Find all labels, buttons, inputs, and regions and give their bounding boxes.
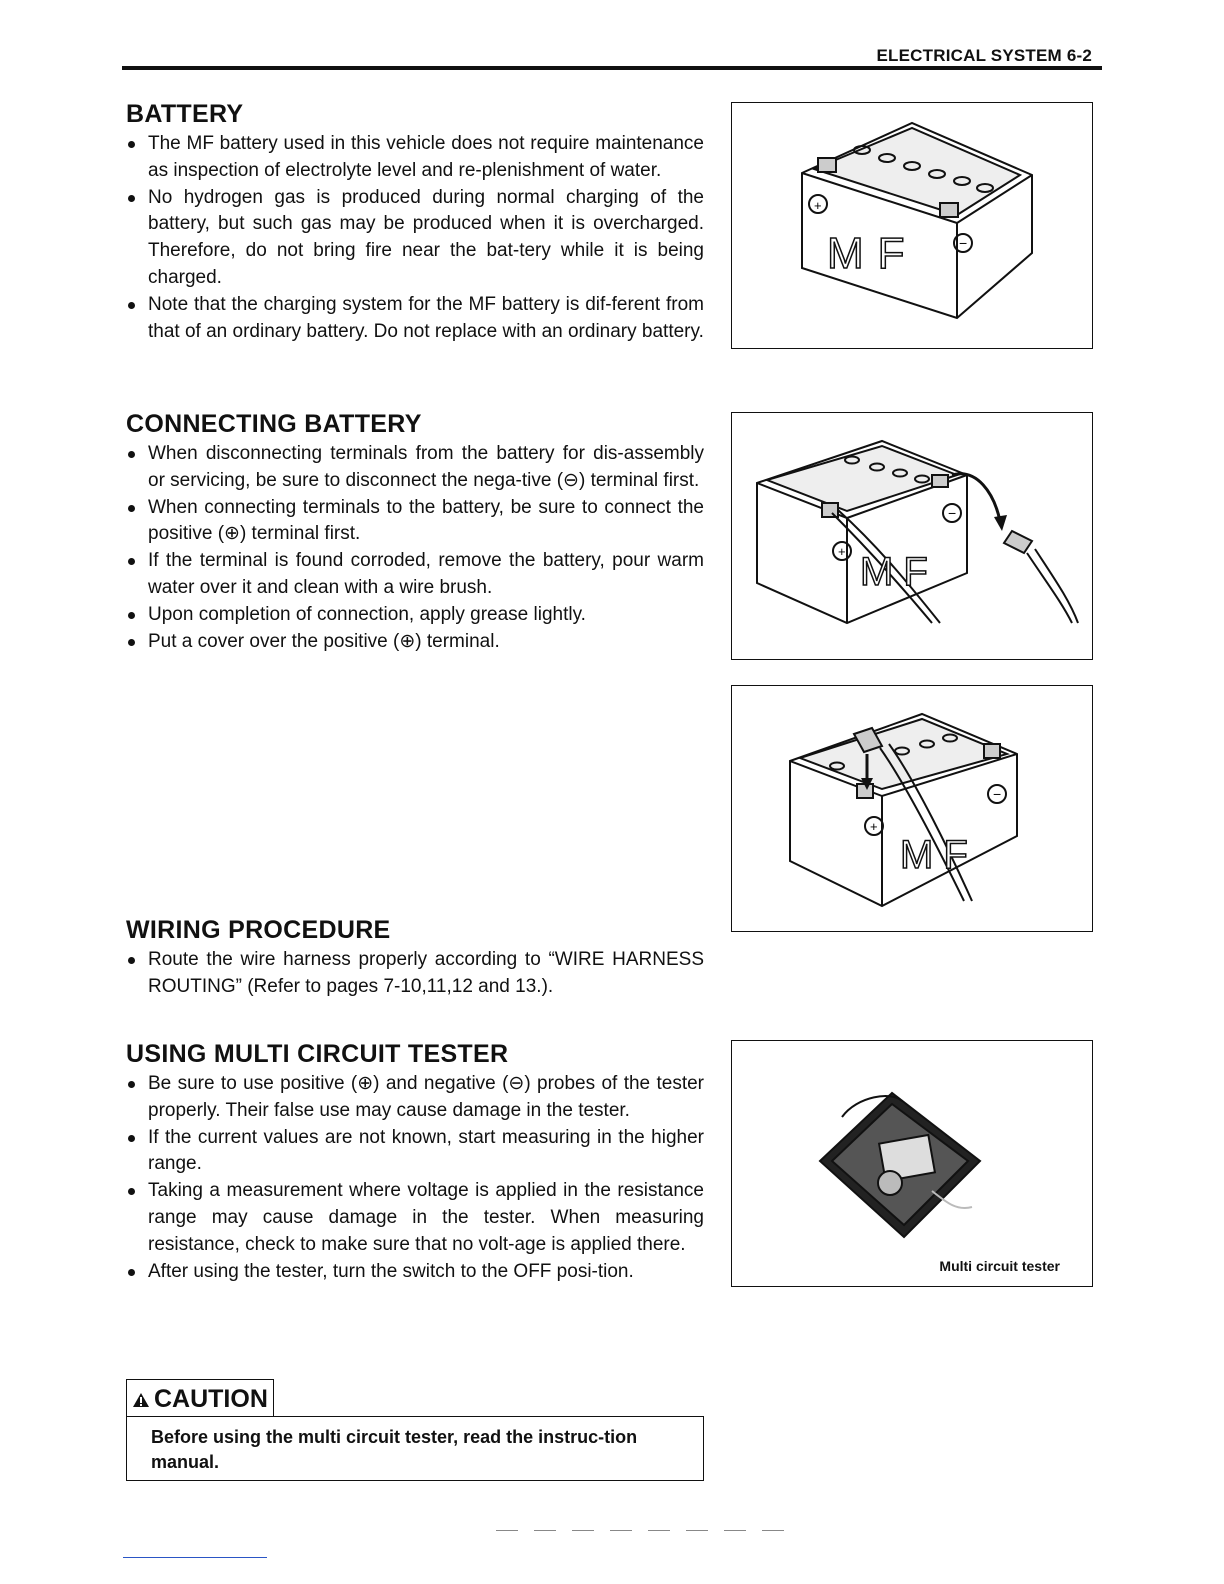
- section-heading: BATTERY: [126, 100, 244, 128]
- list-item: Be sure to use positive (⊕) and negative (⊖) probes of the tester properly. Their false use may cause damage in the tester.: [126, 1071, 704, 1125]
- plus-symbol: +: [814, 198, 822, 213]
- section-heading: USING MULTI CIRCUIT TESTER: [126, 1040, 509, 1068]
- mf-label: MF: [860, 550, 938, 594]
- list-item: Taking a measurement where voltage is applied in the resistance range may cause damage in the tester. When measuring resistance, check to make sure that no volt-age is applied there.: [126, 1178, 704, 1258]
- bullet-list: [126, 131, 704, 345]
- figure-mf-battery: [731, 102, 1093, 349]
- section-connecting-battery: [126, 410, 704, 655]
- caution-text: Before using the multi circuit tester, read the instruc-tion manual.: [151, 1427, 638, 1472]
- mf-label: MF: [827, 229, 919, 278]
- multi-circuit-tester-illustration: [732, 1041, 1092, 1251]
- list-item: If the terminal is found corroded, remove the battery, pour warm water over it and clean with a wire brush.: [126, 548, 704, 602]
- list-item: The MF battery used in this vehicle does not require maintenance as inspection of electrolyte level and re-plenishment of water.: [126, 131, 704, 185]
- mf-battery-illustration: [732, 103, 1092, 348]
- figure-multi-circuit-tester: [731, 1040, 1093, 1287]
- list-item: Put a cover over the positive (⊕) terminal.: [126, 629, 704, 656]
- header-rule: [122, 66, 1102, 70]
- footer-line: [123, 1557, 267, 1558]
- section-multi-circuit-tester: [126, 1040, 704, 1285]
- figure-caption: Multi circuit tester: [939, 1258, 1060, 1274]
- battery-disconnect-illustration: [732, 413, 1092, 659]
- list-item: After using the tester, turn the switch to the OFF posi-tion.: [126, 1259, 704, 1286]
- caution-label-text: CAUTION: [154, 1385, 268, 1413]
- figure-connecting-battery: [731, 412, 1093, 660]
- minus-symbol: −: [948, 505, 957, 521]
- list-item: When connecting terminals to the battery, be sure to connect the positive (⊕) terminal first.: [126, 495, 704, 549]
- warning-triangle-icon: [132, 1383, 150, 1417]
- section-battery: [126, 100, 704, 345]
- battery-connect-illustration: [732, 686, 1092, 931]
- plus-symbol: +: [870, 819, 878, 834]
- section-wiring-procedure: [126, 916, 704, 1001]
- bullet-list: [126, 947, 704, 1001]
- mf-label: MF: [900, 833, 978, 877]
- bullet-list: [126, 1071, 704, 1285]
- minus-symbol: −: [993, 786, 1002, 802]
- minus-symbol: −: [959, 235, 968, 251]
- list-item: If the current values are not known, start measuring in the higher range.: [126, 1125, 704, 1179]
- page-header-title: ELECTRICAL SYSTEM 6-2: [876, 46, 1092, 65]
- footer-dashes: [496, 1530, 796, 1531]
- figure-positive-terminal: [731, 685, 1093, 932]
- section-heading: WIRING PROCEDURE: [126, 916, 391, 944]
- caution-box: [126, 1416, 704, 1481]
- caution-label: [126, 1379, 274, 1416]
- list-item: Route the wire harness properly according to “WIRE HARNESS ROUTING” (Refer to pages 7-10,11,12 and 13.).: [126, 947, 704, 1001]
- section-heading: CONNECTING BATTERY: [126, 410, 422, 438]
- list-item: Upon completion of connection, apply grease lightly.: [126, 602, 704, 629]
- plus-symbol: +: [838, 544, 846, 559]
- list-item: When disconnecting terminals from the battery for dis-assembly or servicing, be sure to disconnect the nega-tive (⊖) terminal first.: [126, 441, 704, 495]
- list-item: Note that the charging system for the MF battery is dif-ferent from that of an ordinary battery. Do not replace with an ordinary battery.: [126, 292, 704, 346]
- list-item: No hydrogen gas is produced during normal charging of the battery, but such gas may be produced when it is overcharged. Therefore, do not bring fire near the bat-tery while it is being charged.: [126, 185, 704, 292]
- bullet-list: [126, 441, 704, 655]
